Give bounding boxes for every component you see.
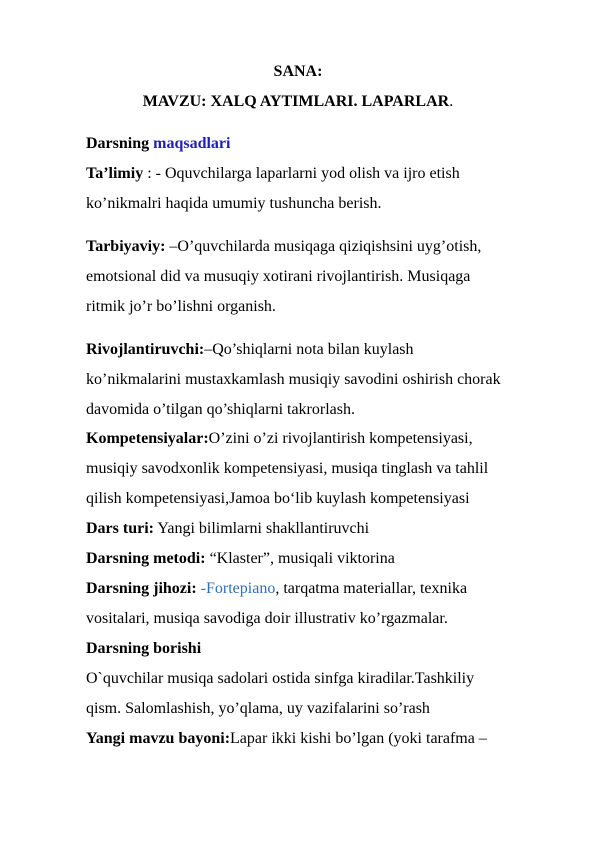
lesson-progress-line-1 — [86, 669, 474, 689]
lesson-progress-heading — [86, 639, 201, 659]
lesson-method-label: Darsning metodi: — [86, 550, 206, 567]
upbringing-goal-line-3 — [86, 297, 276, 317]
topic-heading — [0, 92, 596, 112]
lesson-equipment-line-2 — [86, 609, 448, 629]
lesson-equipment-highlight: -Fortepiano — [196, 580, 276, 597]
upbringing-goal-label: Tarbiyaviy: — [86, 238, 166, 255]
upbringing-goal-line-1 — [86, 237, 481, 257]
lesson-equipment-line-1 — [86, 579, 467, 599]
educational-goal-text-2: ko’nikmalri haqida umumiy tushuncha berish. — [86, 195, 382, 212]
date-heading — [0, 62, 596, 82]
developmental-goal-text-1: –Qo’shiqlarni nota bilan kuylash — [204, 341, 414, 358]
new-topic-label: Yangi mavzu bayoni: — [86, 730, 231, 747]
educational-goal-line-1 — [86, 164, 460, 184]
lesson-type-label: Dars turi: — [86, 520, 154, 537]
developmental-goal-label: Rivojlantiruvchi: — [86, 341, 205, 358]
goals-heading — [86, 134, 230, 154]
upbringing-goal-line-2 — [86, 267, 470, 287]
lesson-type-value: Yangi bilimlarni shakllantiruvchi — [153, 520, 370, 537]
lesson-method-line — [86, 549, 395, 569]
upbringing-goal-text-2: emotsional did va musuqiy xotirani rivojlantirish. Musiqaga — [86, 268, 471, 285]
educational-goal-label: Ta’limiy — [86, 165, 144, 182]
developmental-goal-line-3 — [86, 400, 355, 420]
upbringing-goal-text-3: ritmik jo’r bo’lishni organish. — [86, 298, 276, 315]
developmental-goal-line-2 — [86, 370, 501, 390]
new-topic-line — [86, 729, 487, 749]
educational-goal-line-2 — [86, 194, 382, 214]
topic-title: MAVZU: XALQ AYTIMLARI. LAPARLAR — [142, 93, 450, 110]
competencies-line-1 — [86, 429, 473, 449]
lesson-progress-line-2 — [86, 699, 430, 719]
competencies-text-2: musiqiy savodxonlik kompetensiyasi, musiqa tinglash va tahlil — [86, 460, 489, 477]
competencies-text-1: O’zini o’zi rivojlantirish kompetensiyasi, — [208, 430, 473, 447]
upbringing-goal-text-1: –O’quvchilarda musiqaga qiziqishsini uyg’otish, — [165, 238, 482, 255]
developmental-goal-text-3: davomida o’tilgan qo’shiqlarni takrorlash. — [86, 401, 355, 418]
lesson-progress-text-2: qism. Salomlashish, yo’qlama, uy vazifalarini so’rash — [86, 700, 430, 717]
lesson-progress-text-1: O`quvchilar musiqa sadolari ostida sinfga kiradilar.Tashkiliy — [86, 670, 475, 687]
lesson-equipment-label: Darsning jihozi: — [86, 580, 197, 597]
competencies-line-3 — [86, 489, 470, 509]
competencies-text-3: qilish kompetensiyasi,Jamoa bo‘lib kuylash kompetensiyasi — [86, 490, 470, 507]
goals-label: Darsning — [86, 135, 154, 152]
lesson-progress-label: Darsning borishi — [86, 640, 202, 657]
lesson-type-line — [86, 519, 369, 539]
developmental-goal-text-2: ko’nikmalarini mustaxkamlash musiqiy savodini oshirish chorak — [86, 371, 501, 388]
topic-period: . — [449, 93, 454, 110]
competencies-label: Kompetensiyalar: — [86, 430, 209, 447]
developmental-goal-line-1 — [86, 340, 414, 360]
educational-goal-text-1: : - Oquvchilarga laparlarni yod olish va ijro etish — [143, 165, 460, 182]
competencies-line-2 — [86, 459, 488, 479]
lesson-equipment-text-1: , tarqatma materiallar, texnika — [275, 580, 468, 597]
goals-highlight: maqsadlari — [153, 135, 231, 152]
date-label: SANA: — [273, 63, 323, 80]
lesson-method-value: “Klaster”, musiqali viktorina — [205, 550, 395, 567]
new-topic-text: Lapar ikki kishi bo’lgan (yoki tarafma – — [230, 730, 487, 747]
lesson-equipment-text-2: vositalari, musiqa savodiga doir illustrativ ko’rgazmalar. — [86, 610, 448, 627]
